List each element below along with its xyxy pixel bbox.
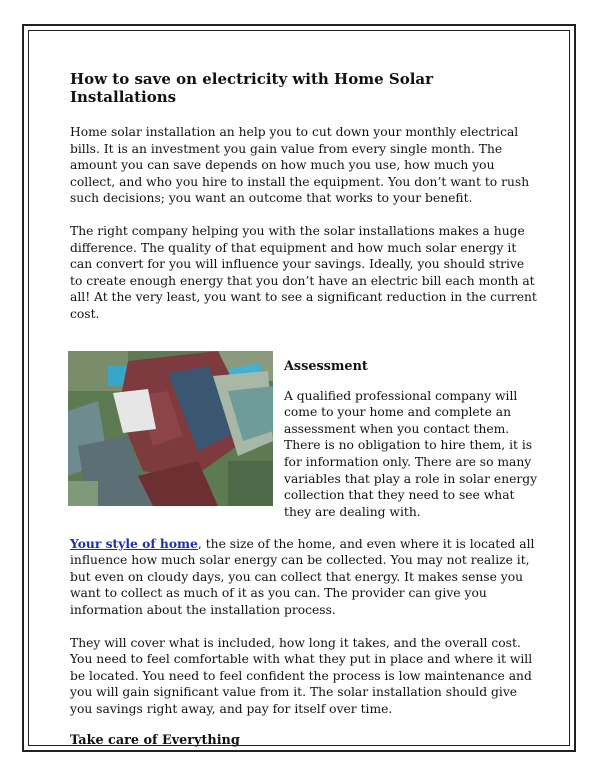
- solar-roof-aerial-photo: [68, 351, 273, 506]
- paragraph-style-of-home: [70, 536, 540, 619]
- assessment-section: [70, 356, 540, 519]
- take-care-heading: Take care of Everything: [70, 733, 240, 749]
- page-title: How to save on electricity with Home Solar Installations: [70, 70, 434, 106]
- paragraph-style-of-home-text: , the size of the home, and even where it is located all influence how much solar energy can be collected. You may not realize it, but even on cloudy days, you can collect that energy. It makes sense you want to collect as much of it as you can. The provider can give you information about the installation process.: [70, 536, 535, 617]
- assessment-paragraph: A qualified professional company will come to your home and complete an assessment when you contact them. There is no obligation to hire them, it is for information only. There are so many variables that play a role in solar energy collection that they need to see what they are dealing with.: [284, 388, 538, 519]
- paragraph-right-company: The right company helping you with the solar installations makes a huge difference. The quality of that equipment and how much solar energy it can convert for you will influence your savings. Ideally, you should strive to create enough energy that you don’t have an electric bill each month at all! At the very least, you want to see a significant reduction in the current cost.: [70, 223, 537, 321]
- style-of-home-link[interactable]: Your style of home: [70, 535, 198, 551]
- article: [70, 70, 540, 748]
- paragraph-intro: Home solar installation an help you to cut down your monthly electrical bills. It is an investment you gain value from every single month. The amount you can save depends on how much you use, how much you collect, and who you hire to install the equipment. You don’t want to rush such decisions; you want an outcome that works to your benefit.: [70, 125, 530, 206]
- assessment-heading: Assessment: [284, 358, 368, 374]
- paragraph-coverage: They will cover what is included, how long it takes, and the overall cost. You need to feel comfortable with what they put in place and where it will be located. You need to feel confident the process is low maintenance and you will gain significant value from it. The solar installation should give you savings right away, and pay for itself over time.: [70, 635, 533, 716]
- assessment-text-block: [284, 359, 544, 521]
